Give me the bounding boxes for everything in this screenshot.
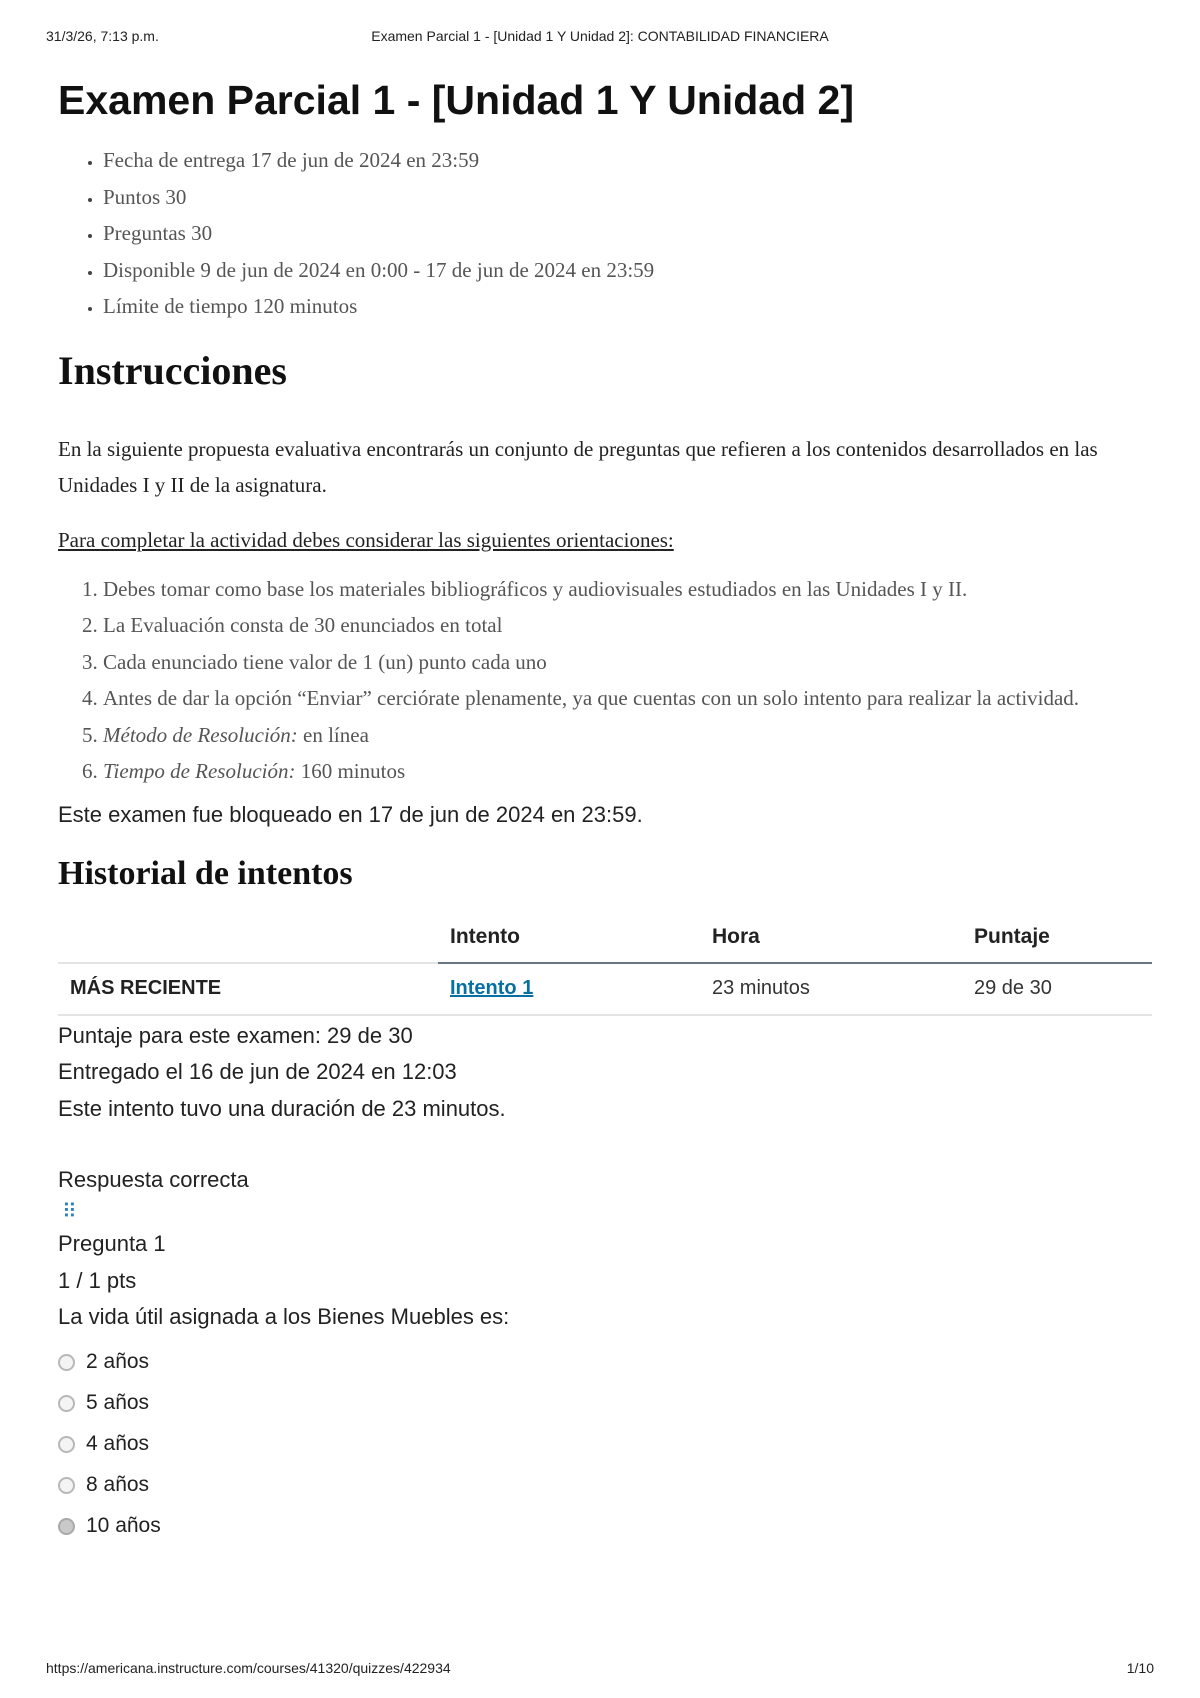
- latest-label: MÁS RECIENTE: [58, 963, 438, 1015]
- summary-duration: Este intento tuvo una duración de 23 minutos.: [58, 1095, 506, 1121]
- step-item: 3. Cada enunciado tiene valor de 1 (un) punto cada uno: [103, 644, 1152, 681]
- step-item-method: [103, 717, 1152, 754]
- radio-icon[interactable]: [58, 1477, 75, 1494]
- answer-option[interactable]: [58, 1465, 1152, 1506]
- attempt-cell: [438, 963, 700, 1015]
- answer-option[interactable]: [58, 1342, 1152, 1383]
- radio-icon[interactable]: [58, 1436, 75, 1453]
- answer-option[interactable]: [58, 1383, 1152, 1424]
- option-label: 10 años: [86, 1514, 161, 1537]
- attempts-table: [58, 922, 1152, 1016]
- radio-icon[interactable]: [58, 1354, 75, 1371]
- print-url: https://americana.instructure.com/courses/41320/quizzes/422934: [46, 1660, 451, 1676]
- step-item-time: [103, 753, 1152, 790]
- option-label: 8 años: [86, 1473, 150, 1496]
- answer-options: [58, 1342, 1152, 1547]
- step-item: 2. La Evaluación consta de 30 enunciados en total: [103, 607, 1152, 644]
- locked-notice: Este examen fue bloqueado en 17 de jun de 2024 en 23:59.: [58, 801, 643, 827]
- header-score: Puntaje: [962, 922, 1152, 963]
- time-value: 160 minutos: [295, 759, 406, 783]
- detail-time-limit: • Límite de tiempo 120 minutos: [103, 288, 1152, 325]
- detail-questions: • Preguntas 30: [103, 215, 1152, 252]
- detail-due-date: • Fecha de entrega 17 de jun de 2024 en 23:59: [103, 142, 1152, 179]
- table-row: [58, 963, 1152, 1015]
- header-attempt: Intento: [438, 922, 700, 963]
- answer-option[interactable]: [58, 1424, 1152, 1465]
- detail-points: • Puntos 30: [103, 179, 1152, 216]
- question-title: Pregunta 1: [58, 1231, 166, 1256]
- step-item: 4. Antes de dar la opción “Enviar” cerciórate plenamente, ya que cuentas con un solo intento para realizar la actividad.: [103, 680, 1152, 717]
- question-text: La vida útil asignada a los Bienes Muebles es:: [58, 1304, 510, 1329]
- history-heading: Historial de intentos: [58, 854, 353, 892]
- attempt-summary: [58, 1018, 1152, 1128]
- print-page-title: Examen Parcial 1 - [Unidad 1 Y Unidad 2]: CONTABILIDAD FINANCIERA: [371, 28, 829, 44]
- score-cell: 29 de 30: [962, 963, 1152, 1015]
- time-label: Tiempo de Resolución:: [103, 759, 296, 783]
- radio-icon[interactable]: [58, 1518, 75, 1535]
- summary-score: Puntaje para este examen: 29 de 30: [58, 1022, 413, 1048]
- option-label: 4 años: [86, 1432, 150, 1455]
- answer-option[interactable]: [58, 1506, 1152, 1547]
- print-datetime: 31/3/26, 7:13 p.m.: [46, 28, 159, 44]
- header-time: Hora: [700, 922, 962, 963]
- option-label: 2 años: [86, 1350, 150, 1373]
- quiz-details-list: [58, 142, 1152, 325]
- print-page-number: 1/10: [1126, 1660, 1154, 1676]
- orientation-label: Para completar la actividad debes considerar las siguientes orientaciones:: [58, 527, 674, 552]
- attempts-header-row: [58, 922, 1152, 963]
- step-item: 1. Debes tomar como base los materiales bibliográficos y audiovisuales estudiados en las Unidades I y II.: [103, 571, 1152, 608]
- method-value: en línea: [297, 722, 369, 747]
- quiz-content: [58, 70, 1152, 1547]
- answer-status: Respuesta correcta: [58, 1167, 249, 1192]
- header-blank: [58, 922, 438, 963]
- question-points: 1 / 1 pts: [58, 1267, 137, 1293]
- instructions-intro: En la siguiente propuesta evaluativa encontrarás un conjunto de preguntas que refieren a los contenidos desarrollados en las Unidades I y II de la asignatura.: [58, 436, 1098, 497]
- time-cell: 23 minutos: [700, 963, 962, 1015]
- instructions-heading: Instrucciones: [58, 347, 287, 393]
- option-label: 5 años: [86, 1391, 150, 1414]
- attempt-link[interactable]: Intento 1: [450, 977, 534, 999]
- instructions-steps: [58, 571, 1152, 790]
- summary-submitted: Entregado el 16 de jun de 2024 en 12:03: [58, 1059, 457, 1084]
- drag-handle-icon[interactable]: ⠿: [62, 1201, 75, 1223]
- radio-icon[interactable]: [58, 1395, 75, 1412]
- method-label: Método de Resolución:: [103, 722, 298, 747]
- quiz-title: Examen Parcial 1 - [Unidad 1 Y Unidad 2]: [58, 77, 854, 123]
- detail-available: • Disponible 9 de jun de 2024 en 0:00 - 17 de jun de 2024 en 23:59: [103, 252, 1152, 289]
